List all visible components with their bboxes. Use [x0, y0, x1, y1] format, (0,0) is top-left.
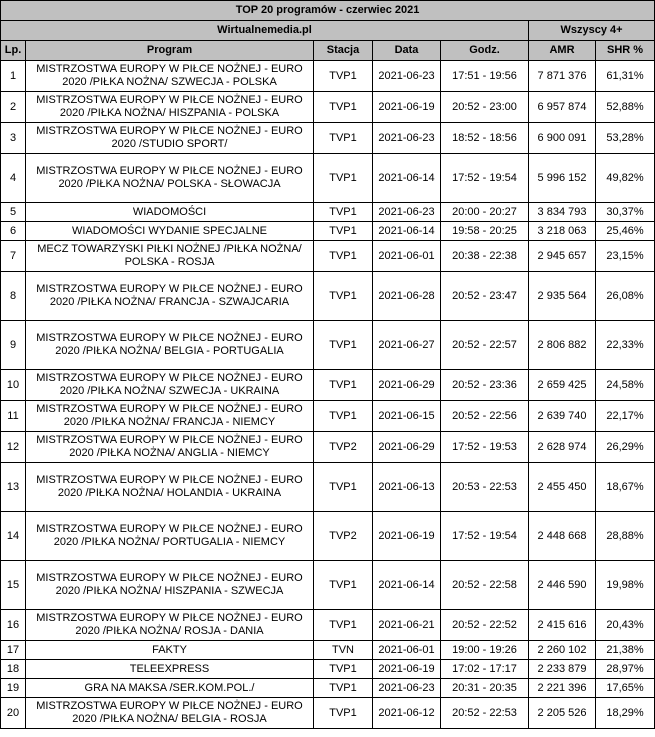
cell-lp: 6	[1, 222, 26, 241]
table-row	[1, 698, 655, 729]
cell-shr: 52,88%	[596, 92, 655, 123]
cell-shr: 22,17%	[596, 401, 655, 432]
cell-shr: 61,31%	[596, 61, 655, 92]
cell-amr: 3 834 793	[529, 203, 596, 222]
cell-program: MISTRZOSTWA EUROPY W PIŁCE NOŻNEJ - EURO 2020 /PIŁKA NOŻNA/ PORTUGALIA - NIEMCY	[26, 512, 314, 561]
cell-amr: 2 448 668	[529, 512, 596, 561]
cell-time: 19:58 - 20:25	[441, 222, 529, 241]
cell-lp: 7	[1, 241, 26, 272]
cell-amr: 2 221 396	[529, 679, 596, 698]
cell-station: TVP1	[314, 203, 373, 222]
table-row	[1, 641, 655, 660]
cell-amr: 2 659 425	[529, 370, 596, 401]
cell-lp: 13	[1, 463, 26, 512]
cell-program: MISTRZOSTWA EUROPY W PIŁCE NOŻNEJ - EURO 2020 /PIŁKA NOŻNA/ POLSKA - SŁOWACJA	[26, 154, 314, 203]
cell-date: 2021-06-29	[373, 370, 441, 401]
audience-group-header: Wszyscy 4+	[529, 21, 655, 41]
cell-lp: 2	[1, 92, 26, 123]
cell-station: TVP1	[314, 123, 373, 154]
cell-shr: 21,38%	[596, 641, 655, 660]
cell-program: TELEEXPRESS	[26, 660, 314, 679]
cell-shr: 28,97%	[596, 660, 655, 679]
table-row	[1, 272, 655, 321]
cell-program: FAKTY	[26, 641, 314, 660]
cell-time: 18:52 - 18:56	[441, 123, 529, 154]
cell-program: MISTRZOSTWA EUROPY W PIŁCE NOŻNEJ - EURO 2020 /PIŁKA NOŻNA/ BELGIA - ROSJA	[26, 698, 314, 729]
table-row	[1, 432, 655, 463]
table-row	[1, 154, 655, 203]
cell-amr: 2 415 616	[529, 610, 596, 641]
cell-shr: 53,28%	[596, 123, 655, 154]
table-row	[1, 321, 655, 370]
cell-station: TVP1	[314, 610, 373, 641]
cell-time: 19:00 - 19:26	[441, 641, 529, 660]
table-row	[1, 660, 655, 679]
table-row	[1, 401, 655, 432]
table-row	[1, 222, 655, 241]
cell-time: 17:02 - 17:17	[441, 660, 529, 679]
cell-station: TVP1	[314, 679, 373, 698]
table-row	[1, 92, 655, 123]
source-row	[1, 21, 655, 41]
cell-program: MISTRZOSTWA EUROPY W PIŁCE NOŻNEJ - EURO 2020 /PIŁKA NOŻNA/ SZWECJA - POLSKA	[26, 61, 314, 92]
cell-date: 2021-06-21	[373, 610, 441, 641]
cell-shr: 26,29%	[596, 432, 655, 463]
cell-program: MECZ TOWARZYSKI PIŁKI NOŻNEJ /PIŁKA NOŻNA/ POLSKA - ROSJA	[26, 241, 314, 272]
cell-lp: 18	[1, 660, 26, 679]
cell-date: 2021-06-19	[373, 512, 441, 561]
cell-time: 17:52 - 19:54	[441, 154, 529, 203]
cell-lp: 5	[1, 203, 26, 222]
col-header-station: Stacja	[314, 41, 373, 61]
cell-amr: 2 455 450	[529, 463, 596, 512]
cell-date: 2021-06-13	[373, 463, 441, 512]
cell-station: TVP1	[314, 660, 373, 679]
cell-shr: 19,98%	[596, 561, 655, 610]
cell-station: TVP1	[314, 241, 373, 272]
cell-program: WIADOMOŚCI	[26, 203, 314, 222]
cell-station: TVP1	[314, 222, 373, 241]
table-row	[1, 561, 655, 610]
cell-program: MISTRZOSTWA EUROPY W PIŁCE NOŻNEJ - EURO 2020 /PIŁKA NOŻNA/ ANGLIA - NIEMCY	[26, 432, 314, 463]
cell-lp: 15	[1, 561, 26, 610]
cell-amr: 2 446 590	[529, 561, 596, 610]
cell-lp: 8	[1, 272, 26, 321]
cell-lp: 16	[1, 610, 26, 641]
cell-amr: 2 260 102	[529, 641, 596, 660]
cell-date: 2021-06-14	[373, 222, 441, 241]
cell-date: 2021-06-01	[373, 641, 441, 660]
cell-program: MISTRZOSTWA EUROPY W PIŁCE NOŻNEJ - EURO 2020 /PIŁKA NOŻNA/ BELGIA - PORTUGALIA	[26, 321, 314, 370]
cell-program: WIADOMOŚCI WYDANIE SPECJALNE	[26, 222, 314, 241]
cell-time: 20:52 - 22:57	[441, 321, 529, 370]
table-row	[1, 512, 655, 561]
cell-time: 20:52 - 22:53	[441, 698, 529, 729]
cell-date: 2021-06-01	[373, 241, 441, 272]
col-header-time: Godz.	[441, 41, 529, 61]
cell-program: MISTRZOSTWA EUROPY W PIŁCE NOŻNEJ - EURO 2020 /PIŁKA NOŻNA/ FRANCJA - NIEMCY	[26, 401, 314, 432]
cell-time: 20:52 - 22:52	[441, 610, 529, 641]
cell-program: MISTRZOSTWA EUROPY W PIŁCE NOŻNEJ - EURO 2020 /PIŁKA NOŻNA/ HISZPANIA - POLSKA	[26, 92, 314, 123]
table-title: TOP 20 programów - czerwiec 2021	[1, 1, 655, 21]
cell-program: MISTRZOSTWA EUROPY W PIŁCE NOŻNEJ - EURO 2020 /PIŁKA NOŻNA/ HOLANDIA - UKRAINA	[26, 463, 314, 512]
cell-time: 20:31 - 20:35	[441, 679, 529, 698]
cell-time: 20:52 - 23:36	[441, 370, 529, 401]
cell-program: GRA NA MAKSA /SER.KOM.POL./	[26, 679, 314, 698]
cell-lp: 17	[1, 641, 26, 660]
cell-amr: 7 871 376	[529, 61, 596, 92]
cell-program: MISTRZOSTWA EUROPY W PIŁCE NOŻNEJ - EURO 2020 /PIŁKA NOŻNA/ HISZPANIA - SZWECJA	[26, 561, 314, 610]
cell-amr: 2 233 879	[529, 660, 596, 679]
table-row	[1, 123, 655, 154]
cell-shr: 25,46%	[596, 222, 655, 241]
cell-shr: 22,33%	[596, 321, 655, 370]
cell-shr: 18,67%	[596, 463, 655, 512]
cell-station: TVP1	[314, 401, 373, 432]
table-row	[1, 679, 655, 698]
col-header-shr: SHR %	[596, 41, 655, 61]
cell-amr: 2 205 526	[529, 698, 596, 729]
cell-lp: 20	[1, 698, 26, 729]
cell-lp: 3	[1, 123, 26, 154]
cell-lp: 4	[1, 154, 26, 203]
col-header-amr: AMR	[529, 41, 596, 61]
cell-station: TVP1	[314, 61, 373, 92]
cell-date: 2021-06-14	[373, 561, 441, 610]
cell-shr: 30,37%	[596, 203, 655, 222]
cell-shr: 49,82%	[596, 154, 655, 203]
cell-amr: 2 945 657	[529, 241, 596, 272]
cell-shr: 17,65%	[596, 679, 655, 698]
cell-station: TVP1	[314, 561, 373, 610]
col-header-lp: Lp.	[1, 41, 26, 61]
cell-amr: 2 806 882	[529, 321, 596, 370]
cell-time: 20:53 - 22:53	[441, 463, 529, 512]
cell-station: TVP1	[314, 154, 373, 203]
cell-time: 20:52 - 22:58	[441, 561, 529, 610]
table-row	[1, 610, 655, 641]
cell-lp: 1	[1, 61, 26, 92]
cell-program: MISTRZOSTWA EUROPY W PIŁCE NOŻNEJ - EURO 2020 /PIŁKA NOŻNA/ SZWECJA - UKRAINA	[26, 370, 314, 401]
cell-lp: 14	[1, 512, 26, 561]
cell-amr: 5 996 152	[529, 154, 596, 203]
cell-date: 2021-06-14	[373, 154, 441, 203]
cell-date: 2021-06-23	[373, 123, 441, 154]
table-row	[1, 370, 655, 401]
cell-date: 2021-06-12	[373, 698, 441, 729]
col-header-date: Data	[373, 41, 441, 61]
cell-date: 2021-06-23	[373, 203, 441, 222]
cell-program: MISTRZOSTWA EUROPY W PIŁCE NOŻNEJ - EURO 2020 /PIŁKA NOŻNA/ ROSJA - DANIA	[26, 610, 314, 641]
title-row	[1, 1, 655, 21]
cell-amr: 3 218 063	[529, 222, 596, 241]
cell-station: TVP2	[314, 432, 373, 463]
table-row	[1, 241, 655, 272]
cell-amr: 6 900 091	[529, 123, 596, 154]
cell-amr: 2 935 564	[529, 272, 596, 321]
cell-station: TVP1	[314, 370, 373, 401]
column-header-row	[1, 41, 655, 61]
cell-shr: 18,29%	[596, 698, 655, 729]
cell-station: TVP1	[314, 321, 373, 370]
cell-time: 17:52 - 19:54	[441, 512, 529, 561]
cell-date: 2021-06-29	[373, 432, 441, 463]
cell-amr: 6 957 874	[529, 92, 596, 123]
cell-date: 2021-06-15	[373, 401, 441, 432]
table-row	[1, 463, 655, 512]
cell-date: 2021-06-19	[373, 660, 441, 679]
source-label: Wirtualnemedia.pl	[1, 21, 529, 41]
cell-date: 2021-06-19	[373, 92, 441, 123]
cell-date: 2021-06-28	[373, 272, 441, 321]
cell-program: MISTRZOSTWA EUROPY W PIŁCE NOŻNEJ - EURO 2020 /STUDIO SPORT/	[26, 123, 314, 154]
cell-lp: 11	[1, 401, 26, 432]
cell-time: 20:52 - 23:00	[441, 92, 529, 123]
cell-shr: 28,88%	[596, 512, 655, 561]
cell-shr: 26,08%	[596, 272, 655, 321]
cell-time: 20:52 - 23:47	[441, 272, 529, 321]
cell-date: 2021-06-23	[373, 61, 441, 92]
cell-date: 2021-06-27	[373, 321, 441, 370]
cell-amr: 2 628 974	[529, 432, 596, 463]
cell-lp: 12	[1, 432, 26, 463]
cell-amr: 2 639 740	[529, 401, 596, 432]
cell-station: TVP1	[314, 272, 373, 321]
cell-shr: 23,15%	[596, 241, 655, 272]
cell-time: 20:52 - 22:56	[441, 401, 529, 432]
cell-lp: 19	[1, 679, 26, 698]
cell-station: TVN	[314, 641, 373, 660]
table-row	[1, 203, 655, 222]
cell-time: 20:38 - 22:38	[441, 241, 529, 272]
cell-shr: 20,43%	[596, 610, 655, 641]
cell-time: 17:52 - 19:53	[441, 432, 529, 463]
cell-station: TVP1	[314, 698, 373, 729]
cell-lp: 10	[1, 370, 26, 401]
cell-station: TVP1	[314, 463, 373, 512]
cell-time: 17:51 - 19:56	[441, 61, 529, 92]
cell-date: 2021-06-23	[373, 679, 441, 698]
cell-shr: 24,58%	[596, 370, 655, 401]
cell-program: MISTRZOSTWA EUROPY W PIŁCE NOŻNEJ - EURO 2020 /PIŁKA NOŻNA/ FRANCJA - SZWAJCARIA	[26, 272, 314, 321]
cell-station: TVP1	[314, 92, 373, 123]
cell-station: TVP2	[314, 512, 373, 561]
cell-time: 20:00 - 20:27	[441, 203, 529, 222]
col-header-program: Program	[26, 41, 314, 61]
cell-lp: 9	[1, 321, 26, 370]
table-row	[1, 61, 655, 92]
